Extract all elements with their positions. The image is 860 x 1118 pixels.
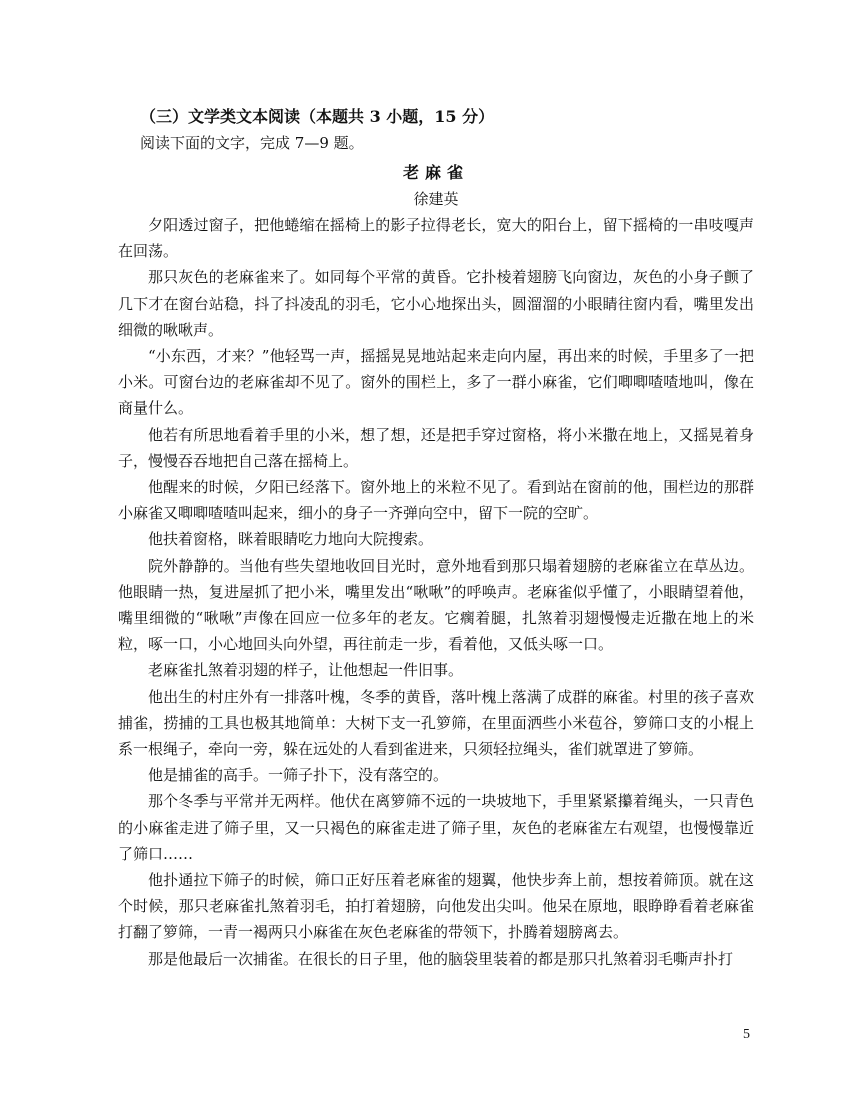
- paragraph: 他若有所思地看着手里的小米，想了想，还是把手穿过窗格，将小米撒在地上，又摇晃着身子，慢慢吞吞地把自己落在摇椅上。: [118, 425, 754, 470]
- paragraph: 他醒来的时候，夕阳已经落下。窗外地上的米粒不见了。看到站在窗前的他，围栏边的那群小麻雀又唧唧喳喳叫起来，细小的身子一齐弹向空中，留下一院的空旷。: [118, 478, 754, 523]
- paragraph: 他扶着窗格，眯着眼睛吃力地向大院搜索。: [148, 530, 434, 549]
- paragraph: 老麻雀扎煞着羽翅的样子，让他想起一件旧事。: [148, 661, 464, 680]
- page-number: 5: [743, 1027, 750, 1042]
- paragraph: 那个冬季与平常并无两样。他伏在离箩筛不远的一块坡地下，手里紧紧攥着绳头，一只青色的小麻雀走进了筛子里，又一只褐色的麻雀走进了筛子里，灰色的老麻雀左右观望，也慢慢靠近了筛口……: [118, 792, 754, 863]
- paragraph: 他是捕雀的高手。一筛子扑下，没有落空的。: [148, 766, 449, 785]
- article-title: 老麻雀: [402, 163, 469, 182]
- paragraph: “小东西，才来？”他轻骂一声，摇摇晃晃地站起来走向内屋，再出来的时候，手里多了一把小米。可窗台边的老麻雀却不见了。窗外的围栏上，多了一群小麻雀，它们唧唧喳喳地叫，像在商量什么。: [118, 347, 754, 418]
- paragraph: 院外静静的。当他有些失望地收回目光时，意外地看到那只塌着翅膀的老麻雀立在草丛边。他眼睛一热，复进屋抓了把小米，嘴里发出“啾啾”的呼唤声。老麻雀似乎懂了，小眼睛望着他，嘴里细微的“啾啾”声像在回应一位多年的老友。它瘸着腿，扎煞着羽翅慢慢走近撒在地上的米粒，啄一口，小心地回头向外望，再往前走一步，看着他，又低头啄一口。: [118, 556, 754, 654]
- paragraph: 那只灰色的老麻雀来了。如同每个平常的黄昏。它扑棱着翅膀飞向窗边，灰色的小身子颤了几下才在窗台站稳，抖了抖凌乱的羽毛，它小心地探出头，圆溜溜的小眼睛往窗内看，嘴里发出细微的啾啾声。: [118, 268, 754, 339]
- article-body: [118, 212, 754, 972]
- paragraph: 夕阳透过窗子，把他蜷缩在摇椅上的影子拉得老长，宽大的阳台上，留下摇椅的一串吱嘎声在回荡。: [118, 216, 754, 261]
- paragraph: 那是他最后一次捕雀。在很长的日子里，他的脑袋里装着的都是那只扎煞着羽毛嘶声扑打: [148, 949, 734, 968]
- paragraph: 他出生的村庄外有一排落叶槐，冬季的黄昏，落叶槐上落满了成群的麻雀。村里的孩子喜欢捕雀，捞捕的工具也极其地简单：大树下支一孔箩筛，在里面洒些小米苞谷，箩筛口支的小棍上系一根绳子，牵向一旁，躲在远处的人看到雀进来，只须轻拉绳头，雀们就罩进了箩筛。: [118, 687, 754, 759]
- section-heading: （三）文学类文本阅读（本题共 3 小题，15 分）: [140, 107, 495, 126]
- article-author: 徐建英: [413, 190, 459, 208]
- paragraph: 他扑通拉下筛子的时候，筛口正好压着老麻雀的翅翼，他快步奔上前，想按着筛顶。就在这个时候，那只老麻雀扎煞着羽毛，拍打着翅膀，向他发出尖叫。他呆在原地，眼睁睁看着老麻雀打翻了箩筛，一青一褐两只小麻雀在灰色老麻雀的带领下，扑腾着翅膀离去。: [118, 871, 754, 942]
- section-instruction: 阅读下面的文字，完成 7—9 题。: [140, 134, 364, 152]
- page-content: [118, 104, 754, 972]
